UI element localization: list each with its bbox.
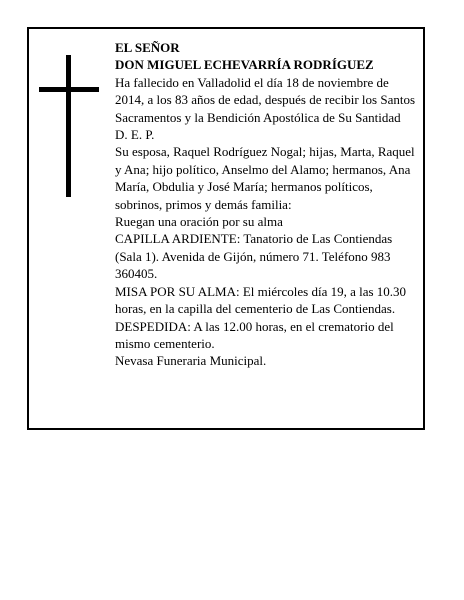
farewell-details: DESPEDIDA: A las 12.00 horas, en el crematorio del mismo cementerio. [115, 318, 394, 351]
obituary-notice [27, 27, 425, 430]
deceased-title: EL SEÑOR [115, 40, 180, 55]
prayer-request: Ruegan una oración por su alma [115, 214, 283, 230]
death-announcement: Ha fallecido en Valladolid el día 18 de noviembre de 2014, a los 83 años de edad, después de recibir los Santos Sacramentos y la Bendición Apostólica de Su Santidad [115, 74, 416, 125]
funeral-home: Nevasa Funeraria Municipal. [115, 353, 267, 369]
cross-icon [39, 55, 99, 197]
rip-line: D. E. P. [115, 127, 155, 143]
deceased-name: DON MIGUEL ECHEVARRÍA RODRÍGUEZ [115, 57, 374, 73]
notice-text [115, 39, 421, 370]
cross-horizontal-bar [39, 87, 99, 92]
mass-details: MISA POR SU ALMA: El miércoles día 19, a las 10.30 horas, en la capilla del cementerio de Las Contiendas. [115, 283, 407, 317]
cross-vertical-bar [66, 55, 71, 197]
family-list: Su esposa, Raquel Rodríguez Nogal; hijas, Marta, Raquel y Ana; hijo político, Anselmo del Alamo; hermanos, Ana María, Obdulia y José María; hermanos políticos, sobrinos, primos y demás familia: [115, 144, 415, 212]
wake-details: CAPILLA ARDIENTE: Tanatorio de Las Contiendas (Sala 1). Avenida de Gijón, número 71. Teléfono 983 360405. [115, 231, 393, 282]
